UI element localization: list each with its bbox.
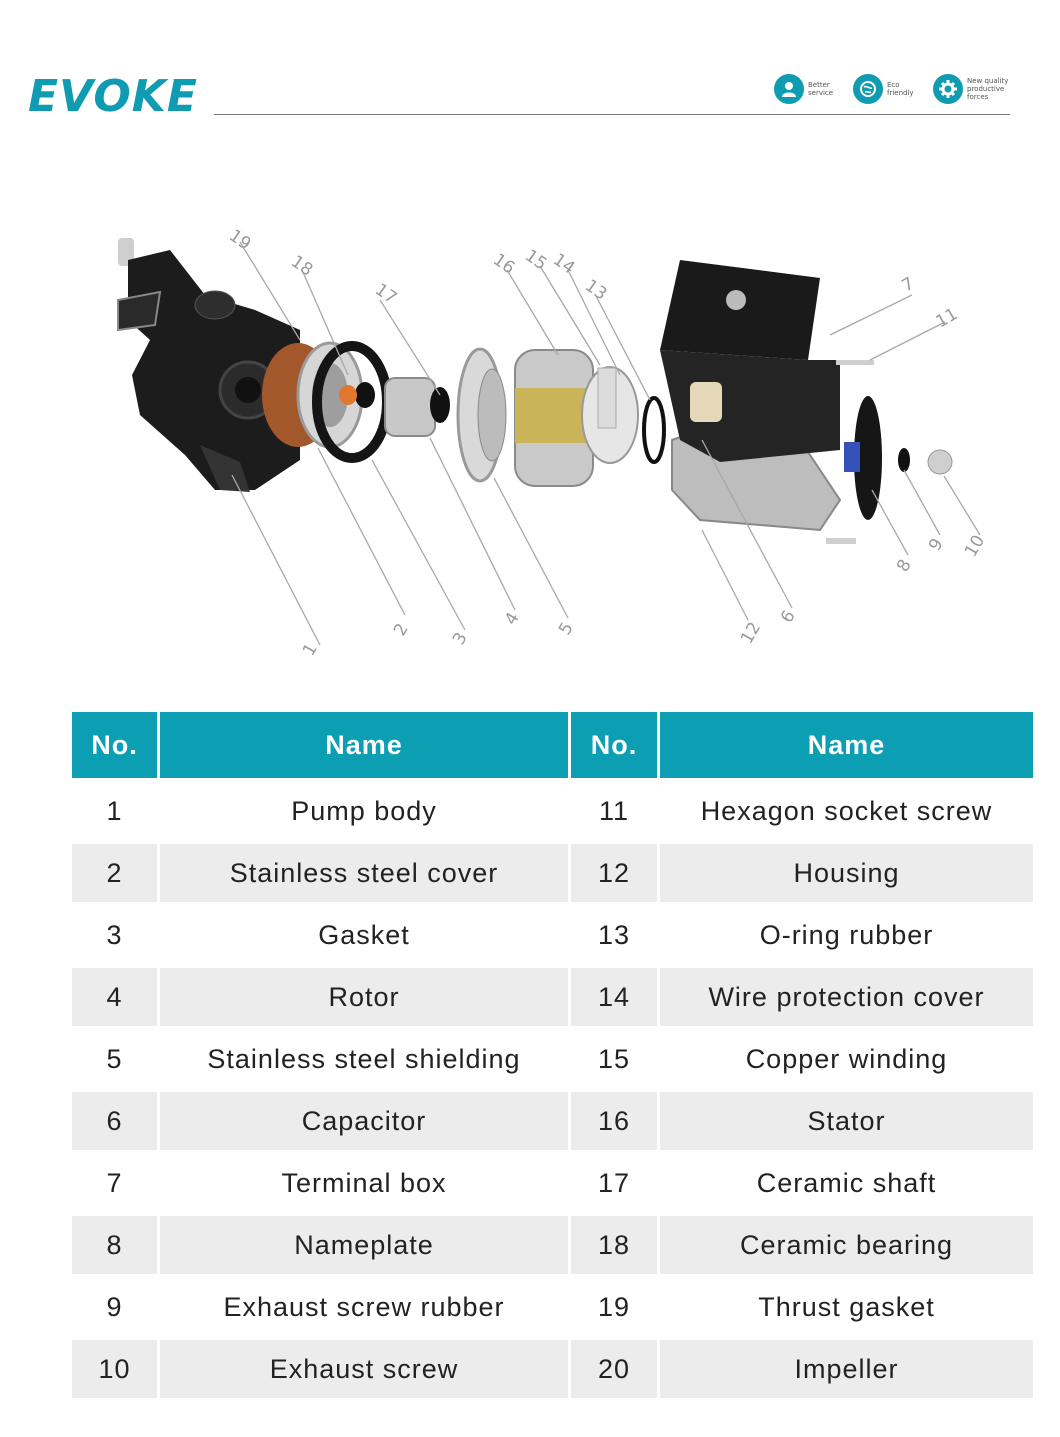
table-row	[72, 1336, 1033, 1398]
part-name: Exhaust screw rubber	[160, 1274, 571, 1336]
header-no: No.	[571, 712, 660, 778]
part-number: 12	[571, 840, 660, 902]
table-row	[72, 1150, 1033, 1212]
shielding-illustration	[458, 349, 506, 481]
callout-10: 10	[961, 531, 990, 561]
table-row	[72, 778, 1033, 840]
table-row	[72, 1274, 1033, 1336]
part-name: Pump body	[160, 778, 571, 840]
table-header-row	[72, 712, 1033, 778]
callout-19: 19	[225, 225, 255, 255]
part-number: 5	[72, 1026, 160, 1088]
part-number: 3	[72, 902, 160, 964]
badge-label: New quality productive forces	[967, 77, 1009, 101]
badge-eco-friendly	[853, 74, 914, 104]
table-row	[72, 1088, 1033, 1150]
stator-illustration	[515, 350, 664, 486]
part-name: Capacitor	[160, 1088, 571, 1150]
parts-table	[72, 712, 1033, 1398]
part-name: Stainless steel shielding	[160, 1026, 571, 1088]
rotor-illustration	[385, 378, 450, 436]
header-name: Name	[660, 712, 1033, 778]
part-number: 7	[72, 1150, 160, 1212]
part-number: 11	[571, 778, 660, 840]
callout-18: 18	[287, 251, 317, 281]
callout-5: 5	[555, 619, 578, 639]
callout-12: 12	[737, 618, 766, 648]
person-service-icon	[774, 74, 804, 104]
part-name: Gasket	[160, 902, 571, 964]
header-divider	[214, 114, 1010, 115]
table-row	[72, 840, 1033, 902]
part-number: 2	[72, 840, 160, 902]
table-row	[72, 1212, 1033, 1274]
callout-11: 11	[932, 304, 962, 333]
callout-6: 6	[777, 607, 800, 627]
callout-3: 3	[449, 629, 472, 649]
exploded-pump-diagram	[0, 200, 1060, 680]
part-number: 4	[72, 964, 160, 1026]
part-name: Ceramic shaft	[660, 1150, 1033, 1212]
callout-1: 1	[299, 640, 322, 660]
header-no: No.	[72, 712, 160, 778]
part-name: Impeller	[660, 1336, 1033, 1398]
globe-leaf-icon	[853, 74, 883, 104]
part-number: 18	[571, 1212, 660, 1274]
callout-15: 15	[521, 245, 551, 275]
part-name: Copper winding	[660, 1026, 1033, 1088]
callout-8: 8	[893, 556, 916, 576]
badge-new-quality	[933, 74, 1008, 104]
callout-9: 9	[925, 535, 948, 555]
motor-housing-illustration	[660, 260, 952, 544]
part-number: 16	[571, 1088, 660, 1150]
part-name: Ceramic bearing	[660, 1212, 1033, 1274]
part-number: 13	[571, 902, 660, 964]
part-name: Stator	[660, 1088, 1033, 1150]
badge-better-service	[774, 74, 833, 104]
part-number: 6	[72, 1088, 160, 1150]
table-row	[72, 964, 1033, 1026]
callout-17: 17	[371, 279, 401, 309]
part-name: O-ring rubber	[660, 902, 1033, 964]
part-number: 15	[571, 1026, 660, 1088]
part-number: 1	[72, 778, 160, 840]
callout-16: 16	[489, 249, 519, 279]
callout-7: 7	[898, 273, 918, 297]
callout-14: 14	[549, 249, 579, 279]
part-name: Thrust gasket	[660, 1274, 1033, 1336]
part-number: 20	[571, 1336, 660, 1398]
part-name: Housing	[660, 840, 1033, 902]
part-number: 8	[72, 1212, 160, 1274]
part-name: Exhaust screw	[160, 1336, 571, 1398]
table-row	[72, 902, 1033, 964]
callout-13: 13	[581, 275, 611, 305]
part-name: Wire protection cover	[660, 964, 1033, 1026]
part-number: 10	[72, 1336, 160, 1398]
part-name: Stainless steel cover	[160, 840, 571, 902]
part-number: 9	[72, 1274, 160, 1336]
badge-label: Eco friendly	[887, 81, 914, 97]
brand-logo: EVOKE	[28, 71, 198, 122]
part-number: 14	[571, 964, 660, 1026]
callout-4: 4	[501, 609, 524, 629]
header-name: Name	[160, 712, 571, 778]
callout-2: 2	[390, 620, 413, 640]
part-name: Terminal box	[160, 1150, 571, 1212]
part-name: Rotor	[160, 964, 571, 1026]
badge-label: Better service	[808, 81, 834, 97]
part-number: 19	[571, 1274, 660, 1336]
part-number: 17	[571, 1150, 660, 1212]
part-name: Hexagon socket screw	[660, 778, 1033, 840]
part-name: Nameplate	[160, 1212, 571, 1274]
table-row	[72, 1026, 1033, 1088]
gear-icon	[933, 74, 963, 104]
